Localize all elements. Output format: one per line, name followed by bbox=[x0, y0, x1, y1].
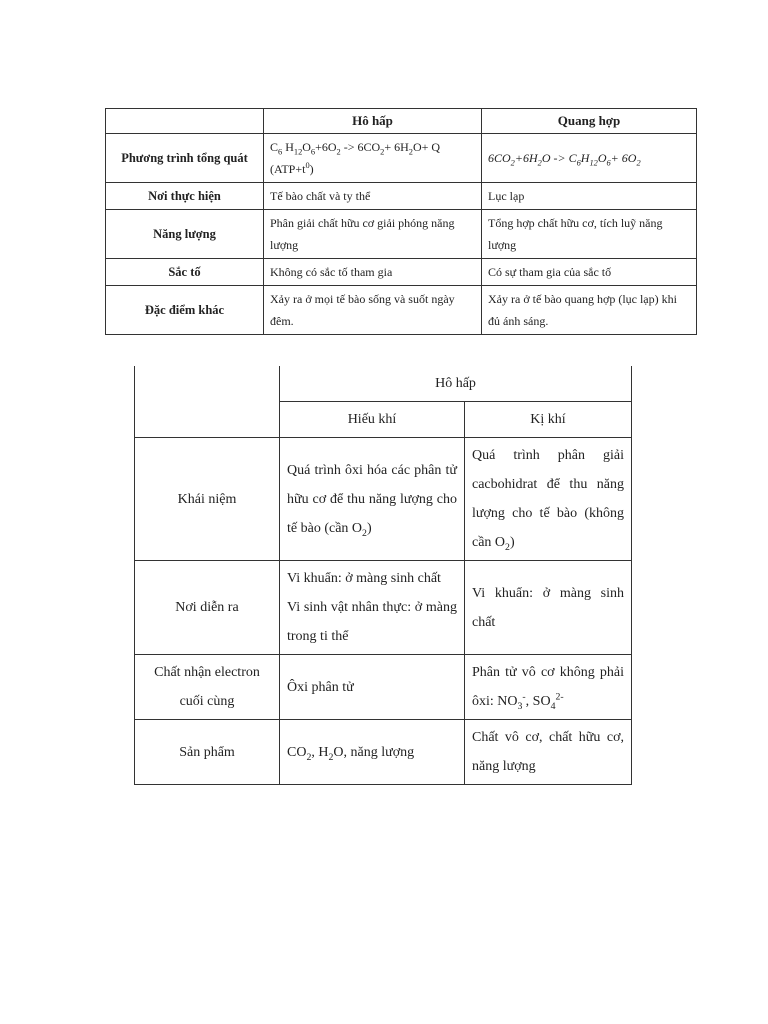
row-label: Đặc điểm khác bbox=[106, 286, 264, 335]
table-header-cell bbox=[106, 109, 264, 134]
row-label: Nơi diễn ra bbox=[135, 561, 280, 655]
respiration-photosynthesis-table bbox=[105, 108, 697, 335]
table-row bbox=[135, 438, 632, 561]
table-cell: $CO_2$, $H_2O$, năng lượng bbox=[280, 720, 465, 785]
table-row bbox=[135, 561, 632, 655]
table-row bbox=[135, 655, 632, 720]
table-cell: Phân giải chất hữu cơ giải phóng năng lượng bbox=[264, 210, 482, 259]
table-header-row bbox=[135, 366, 632, 402]
respiration-equation: $C_6$ $H_{12}O_6+6O_2 -> 6CO_2+ 6H_2O+ Q$ $(ATP+t^0)$ bbox=[264, 134, 482, 183]
row-label: Sản phẩm bbox=[135, 720, 280, 785]
table-header-cell: Hô hấp bbox=[264, 109, 482, 134]
table-cell: Tế bào chất và ty thể bbox=[264, 183, 482, 210]
table-cell: Quá trình phân giải cacbohidrat để thu năng lượng cho tế bào (không cần $O_2$) bbox=[465, 438, 632, 561]
table-cell: Không có sắc tố tham gia bbox=[264, 259, 482, 286]
row-label: Năng lượng bbox=[106, 210, 264, 259]
table-header-cell: Kị khí bbox=[465, 402, 632, 438]
row-label: Nơi thực hiện bbox=[106, 183, 264, 210]
row-label: Khái niệm bbox=[135, 438, 280, 561]
table-cell: Tổng hợp chất hữu cơ, tích luỹ năng lượng bbox=[482, 210, 697, 259]
table-cell: Lục lạp bbox=[482, 183, 697, 210]
table-cell: Có sự tham gia của sắc tố bbox=[482, 259, 697, 286]
table-header-row bbox=[106, 109, 697, 134]
table-header-cell: Hiếu khí bbox=[280, 402, 465, 438]
photosynthesis-equation: $6CO_2+6H_2O -> C_6H_{12}O_6+ 6O_2$ bbox=[482, 134, 697, 183]
row-label: Chất nhận electron cuối cùng bbox=[135, 655, 280, 720]
row-label: Sắc tố bbox=[106, 259, 264, 286]
table-cell: Phân tử vô cơ không phải ôxi: $NO_3^-$, $SO_4^{2-}$ bbox=[465, 655, 632, 720]
aerobic-anaerobic-table bbox=[134, 366, 632, 785]
table-header-main: Hô hấp bbox=[280, 366, 632, 402]
table-row bbox=[106, 134, 697, 183]
table-cell: Vi khuẩn: ở màng sinh chất bbox=[465, 561, 632, 655]
table-corner-cell bbox=[135, 366, 280, 438]
table-cell: Ôxi phân tử bbox=[280, 655, 465, 720]
table-row bbox=[106, 259, 697, 286]
table-cell: Vi khuẩn: ở màng sinh chất Vi sinh vật nhân thực: ở màng trong ti thể bbox=[280, 561, 465, 655]
table-header-cell: Quang hợp bbox=[482, 109, 697, 134]
table-cell: Chất vô cơ, chất hữu cơ, năng lượng bbox=[465, 720, 632, 785]
table-cell: Xảy ra ở tế bào quang hợp (lục lạp) khi đủ ánh sáng. bbox=[482, 286, 697, 335]
table-cell: Quá trình ôxi hóa các phân tử hữu cơ để thu năng lượng cho tế bào (cần $O_2$) bbox=[280, 438, 465, 561]
table-row bbox=[106, 286, 697, 335]
table-row bbox=[106, 210, 697, 259]
table-cell: Xảy ra ở mọi tế bào sống và suốt ngày đêm. bbox=[264, 286, 482, 335]
row-label: Phương trình tổng quát bbox=[106, 134, 264, 183]
table-row bbox=[106, 183, 697, 210]
table-row bbox=[135, 720, 632, 785]
